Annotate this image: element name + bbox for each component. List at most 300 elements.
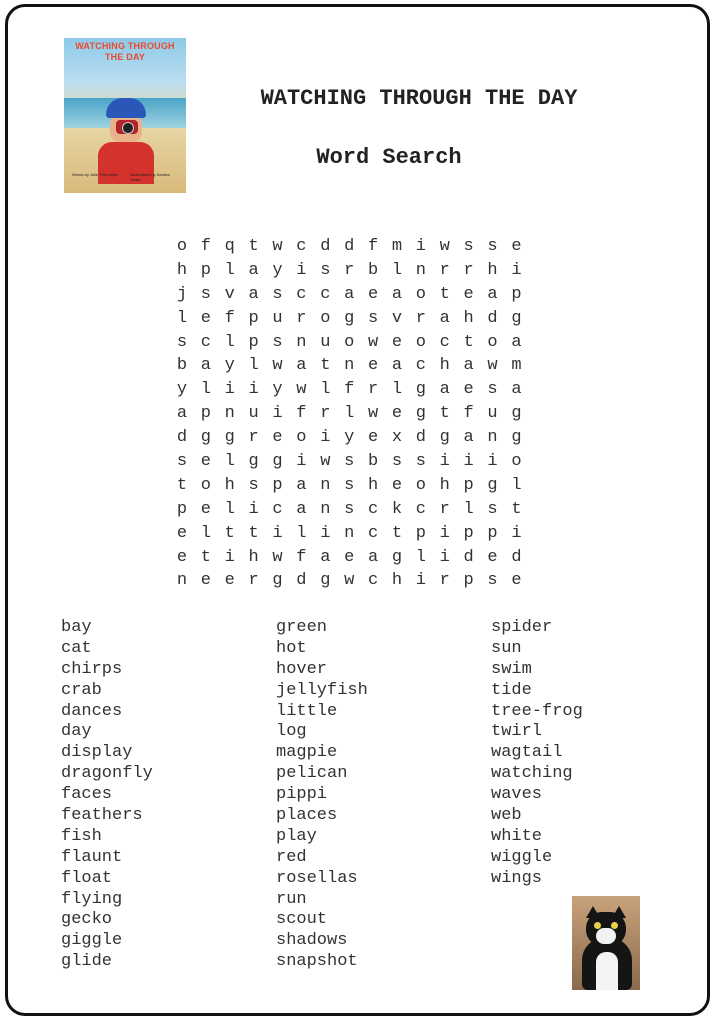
- word-list-item: dances: [61, 701, 123, 721]
- cover-credit-illustrator: Illustrations by Sandra Vieira: [130, 172, 170, 182]
- book-cover-title: [64, 41, 186, 63]
- grid-letter: o: [511, 452, 522, 472]
- grid-letter: d: [511, 547, 522, 567]
- word-list-item: faces: [61, 785, 113, 805]
- grid-letter: n: [344, 356, 355, 376]
- grid-letter: s: [367, 308, 379, 328]
- grid-letter: w: [320, 452, 331, 472]
- grid-letter: g: [320, 571, 331, 591]
- grid-letter: e: [200, 308, 211, 328]
- grid-letter: s: [487, 380, 498, 400]
- grid-letter: j: [176, 284, 188, 304]
- grid-letter: n: [487, 428, 498, 448]
- grid-letter: f: [367, 237, 379, 256]
- grid-row: [170, 307, 528, 331]
- grid-letter: e: [391, 332, 403, 352]
- word-search-grid: [170, 235, 528, 593]
- grid-letter: c: [439, 332, 450, 352]
- grid-letter: i: [224, 547, 235, 567]
- grid-letter: e: [367, 284, 379, 304]
- grid-letter: t: [463, 332, 474, 352]
- word-list-item: wings: [491, 868, 543, 888]
- grid-letter: l: [511, 475, 522, 495]
- grid-letter: a: [367, 547, 379, 567]
- grid-letter: g: [415, 380, 426, 400]
- grid-letter: e: [463, 284, 474, 304]
- grid-letter: l: [224, 499, 235, 519]
- grid-row: [170, 283, 528, 307]
- grid-letter: s: [463, 237, 474, 256]
- grid-letter: s: [248, 475, 259, 495]
- grid-letter: r: [439, 260, 450, 280]
- grid-letter: w: [296, 380, 307, 400]
- grid-letter: d: [344, 237, 355, 256]
- grid-row: [170, 522, 528, 546]
- word-list-item: places: [276, 806, 338, 826]
- word-list-item: hover: [276, 659, 328, 679]
- grid-letter: g: [391, 547, 403, 567]
- grid-letter: u: [272, 308, 283, 328]
- grid-letter: o: [415, 475, 426, 495]
- grid-letter: f: [463, 404, 474, 424]
- grid-letter: s: [391, 452, 403, 472]
- grid-letter: r: [439, 499, 450, 519]
- camera-lens-icon: [122, 122, 134, 134]
- grid-letter: a: [344, 284, 355, 304]
- word-list-item: play: [276, 826, 317, 846]
- grid-letter: h: [391, 571, 403, 591]
- grid-letter: r: [463, 260, 474, 280]
- grid-letter: e: [391, 404, 403, 424]
- word-list-item: twirl: [491, 722, 543, 742]
- grid-letter: c: [296, 237, 307, 256]
- grid-letter: l: [200, 380, 211, 400]
- grid-letter: s: [487, 499, 498, 519]
- word-list-item: wiggle: [491, 847, 553, 867]
- grid-letter: i: [272, 404, 283, 424]
- grid-letter: e: [176, 547, 188, 567]
- grid-letter: i: [415, 571, 426, 591]
- grid-letter: l: [248, 356, 259, 376]
- grid-letter: t: [224, 523, 235, 543]
- word-list-item: giggle: [61, 931, 123, 951]
- grid-letter: e: [176, 523, 188, 543]
- grid-letter: o: [200, 475, 211, 495]
- grid-letter: w: [367, 404, 379, 424]
- grid-letter: g: [511, 308, 522, 328]
- word-list-item: watching: [491, 764, 573, 784]
- cover-child-hat: [106, 98, 146, 118]
- word-list-item: cat: [61, 638, 92, 658]
- grid-letter: o: [176, 237, 188, 256]
- grid-letter: g: [487, 475, 498, 495]
- grid-letter: f: [200, 237, 211, 256]
- grid-letter: d: [176, 428, 188, 448]
- grid-letter: p: [511, 284, 522, 304]
- word-list-item: white: [491, 826, 543, 846]
- grid-letter: c: [320, 284, 331, 304]
- grid-letter: s: [487, 571, 498, 591]
- grid-letter: f: [296, 404, 307, 424]
- grid-letter: w: [439, 237, 450, 256]
- grid-letter: o: [487, 332, 498, 352]
- grid-letter: g: [415, 404, 426, 424]
- cat-eye-left: [594, 922, 601, 929]
- grid-letter: e: [200, 452, 211, 472]
- grid-letter: e: [200, 499, 211, 519]
- grid-letter: o: [296, 428, 307, 448]
- grid-letter: a: [200, 356, 211, 376]
- cat-chest: [596, 952, 618, 990]
- grid-letter: a: [487, 284, 498, 304]
- book-cover-credits: [64, 172, 186, 190]
- grid-letter: e: [487, 547, 498, 567]
- grid-letter: d: [487, 308, 498, 328]
- word-list-item: flaunt: [61, 847, 123, 867]
- word-list-item: pippi: [276, 785, 328, 805]
- word-list-item: shadows: [276, 931, 348, 951]
- grid-letter: a: [176, 404, 188, 424]
- grid-letter: i: [439, 523, 450, 543]
- grid-letter: n: [320, 499, 331, 519]
- grid-letter: p: [248, 308, 259, 328]
- grid-letter: a: [248, 284, 259, 304]
- grid-letter: i: [511, 260, 522, 280]
- grid-letter: t: [176, 475, 188, 495]
- grid-letter: i: [320, 428, 331, 448]
- word-list-item: dragonfly: [61, 764, 153, 784]
- grid-letter: v: [224, 284, 235, 304]
- grid-letter: c: [367, 523, 379, 543]
- grid-letter: e: [367, 356, 379, 376]
- word-list-item: wagtail: [491, 743, 563, 763]
- grid-row: [170, 354, 528, 378]
- grid-letter: a: [296, 499, 307, 519]
- grid-letter: i: [439, 547, 450, 567]
- grid-letter: t: [439, 284, 450, 304]
- grid-letter: l: [200, 523, 211, 543]
- grid-letter: l: [463, 499, 474, 519]
- grid-letter: i: [463, 452, 474, 472]
- grid-letter: r: [248, 428, 259, 448]
- grid-letter: t: [391, 523, 403, 543]
- grid-letter: p: [176, 499, 188, 519]
- grid-letter: a: [391, 284, 403, 304]
- grid-letter: w: [272, 237, 283, 256]
- grid-letter: h: [224, 475, 235, 495]
- grid-letter: p: [415, 523, 426, 543]
- grid-row: [170, 426, 528, 450]
- grid-letter: g: [272, 452, 283, 472]
- grid-letter: p: [200, 404, 211, 424]
- grid-letter: p: [272, 475, 283, 495]
- grid-letter: h: [439, 356, 450, 376]
- grid-letter: p: [463, 475, 474, 495]
- grid-letter: g: [439, 428, 450, 448]
- grid-letter: i: [415, 237, 426, 256]
- grid-letter: s: [272, 284, 283, 304]
- grid-letter: s: [415, 452, 426, 472]
- grid-letter: i: [224, 380, 235, 400]
- grid-letter: f: [344, 380, 355, 400]
- grid-letter: l: [320, 380, 331, 400]
- grid-letter: l: [415, 547, 426, 567]
- grid-letter: r: [415, 308, 426, 328]
- grid-letter: g: [248, 452, 259, 472]
- word-list-item: web: [491, 806, 522, 826]
- grid-letter: o: [320, 308, 331, 328]
- grid-letter: s: [487, 237, 498, 256]
- grid-letter: s: [176, 452, 188, 472]
- cat-muzzle: [596, 928, 616, 944]
- grid-letter: n: [344, 523, 355, 543]
- grid-letter: r: [296, 308, 307, 328]
- grid-letter: i: [320, 523, 331, 543]
- word-list-item: snapshot: [276, 952, 358, 972]
- grid-letter: u: [320, 332, 331, 352]
- grid-letter: c: [415, 356, 426, 376]
- grid-letter: y: [272, 380, 283, 400]
- word-list-column-3: [491, 618, 583, 890]
- grid-letter: a: [439, 308, 450, 328]
- grid-letter: g: [200, 428, 211, 448]
- grid-letter: s: [176, 332, 188, 352]
- word-list-item: crab: [61, 680, 102, 700]
- grid-letter: n: [296, 332, 307, 352]
- grid-letter: r: [248, 571, 259, 591]
- grid-letter: g: [224, 428, 235, 448]
- grid-letter: w: [367, 332, 379, 352]
- grid-letter: u: [248, 404, 259, 424]
- grid-letter: y: [224, 356, 235, 376]
- grid-letter: o: [415, 284, 426, 304]
- grid-letter: q: [224, 237, 235, 256]
- grid-letter: l: [344, 404, 355, 424]
- grid-letter: i: [248, 380, 259, 400]
- grid-letter: p: [248, 332, 259, 352]
- grid-letter: h: [248, 547, 259, 567]
- grid-row: [170, 569, 528, 593]
- word-list-item: sun: [491, 638, 522, 658]
- word-list-item: swim: [491, 659, 532, 679]
- word-list-item: tree-frog: [491, 701, 583, 721]
- grid-letter: l: [391, 380, 403, 400]
- grid-letter: t: [320, 356, 331, 376]
- grid-row: [170, 331, 528, 355]
- cat-eye-right: [611, 922, 618, 929]
- grid-letter: i: [296, 452, 307, 472]
- grid-letter: e: [511, 237, 522, 256]
- grid-letter: n: [224, 404, 235, 424]
- grid-row: [170, 546, 528, 570]
- grid-letter: e: [272, 428, 283, 448]
- word-list-column-1: [61, 618, 153, 973]
- grid-row: [170, 402, 528, 426]
- book-cover-title-line1: WATCHING THROUGH: [75, 41, 175, 51]
- grid-letter: b: [367, 260, 379, 280]
- grid-row: [170, 474, 528, 498]
- grid-letter: u: [487, 404, 498, 424]
- grid-letter: n: [320, 475, 331, 495]
- grid-letter: s: [320, 260, 331, 280]
- grid-letter: e: [224, 571, 235, 591]
- grid-letter: е: [391, 475, 403, 495]
- grid-letter: v: [391, 308, 403, 328]
- grid-letter: a: [439, 380, 450, 400]
- word-list-item: green: [276, 618, 328, 637]
- grid-letter: d: [463, 547, 474, 567]
- grid-row: [170, 450, 528, 474]
- grid-letter: b: [176, 356, 188, 376]
- grid-letter: m: [511, 356, 522, 376]
- word-list-item: waves: [491, 785, 543, 805]
- word-list-item: hot: [276, 638, 307, 658]
- grid-letter: g: [272, 571, 283, 591]
- word-list-item: scout: [276, 910, 328, 930]
- grid-letter: c: [200, 332, 211, 352]
- grid-letter: w: [272, 547, 283, 567]
- grid-letter: c: [367, 499, 379, 519]
- grid-letter: d: [415, 428, 426, 448]
- grid-letter: t: [248, 237, 259, 256]
- grid-letter: h: [439, 475, 450, 495]
- grid-letter: y: [176, 380, 188, 400]
- word-list-item: red: [276, 847, 307, 867]
- grid-letter: p: [463, 523, 474, 543]
- word-list-item: rosellas: [276, 868, 358, 888]
- grid-letter: t: [439, 404, 450, 424]
- grid-letter: a: [296, 475, 307, 495]
- word-list-item: spider: [491, 618, 553, 637]
- grid-letter: a: [463, 428, 474, 448]
- word-list-item: jellyfish: [276, 680, 368, 700]
- word-list-item: float: [61, 868, 113, 888]
- book-cover-image: [64, 38, 186, 193]
- grid-letter: t: [248, 523, 259, 543]
- grid-row: [170, 498, 528, 522]
- grid-letter: a: [511, 380, 522, 400]
- grid-letter: c: [272, 499, 283, 519]
- word-list-item: fish: [61, 826, 102, 846]
- grid-letter: l: [176, 308, 188, 328]
- grid-letter: a: [248, 260, 259, 280]
- grid-letter: s: [200, 284, 211, 304]
- word-list-item: display: [61, 743, 133, 763]
- grid-letter: y: [272, 260, 283, 280]
- grid-letter: s: [272, 332, 283, 352]
- grid-letter: a: [511, 332, 522, 352]
- grid-letter: a: [463, 356, 474, 376]
- grid-letter: m: [391, 237, 403, 256]
- grid-letter: n: [415, 260, 426, 280]
- grid-letter: d: [296, 571, 307, 591]
- grid-letter: i: [248, 499, 259, 519]
- grid-letter: t: [511, 499, 522, 519]
- grid-letter: n: [176, 571, 188, 591]
- cat-illustration: [572, 896, 640, 990]
- grid-letter: h: [367, 475, 379, 495]
- grid-letter: w: [487, 356, 498, 376]
- grid-letter: a: [296, 356, 307, 376]
- word-list-item: pelican: [276, 764, 348, 784]
- grid-letter: d: [320, 237, 331, 256]
- grid-letter: h: [176, 260, 188, 280]
- word-list-item: magpie: [276, 743, 338, 763]
- grid-letter: g: [511, 404, 522, 424]
- grid-letter: a: [391, 356, 403, 376]
- grid-letter: o: [415, 332, 426, 352]
- grid-letter: x: [391, 428, 403, 448]
- word-list-item: day: [61, 722, 92, 742]
- grid-letter: l: [296, 523, 307, 543]
- grid-letter: b: [367, 452, 379, 472]
- word-list-item: flying: [61, 889, 123, 909]
- word-list-item: feathers: [61, 806, 143, 826]
- grid-letter: e: [200, 571, 211, 591]
- page-title: WATCHING THROUGH THE DAY: [260, 86, 578, 111]
- grid-letter: l: [224, 260, 235, 280]
- grid-letter: e: [463, 380, 474, 400]
- grid-letter: c: [415, 499, 426, 519]
- grid-letter: s: [344, 475, 355, 495]
- grid-letter: g: [344, 308, 355, 328]
- grid-letter: e: [344, 547, 355, 567]
- word-list-item: log: [276, 722, 307, 742]
- grid-letter: h: [487, 260, 498, 280]
- grid-letter: a: [320, 547, 331, 567]
- word-list-item: little: [276, 701, 338, 721]
- grid-letter: s: [344, 452, 355, 472]
- grid-letter: k: [391, 499, 403, 519]
- grid-letter: p: [200, 260, 211, 280]
- grid-letter: y: [344, 428, 355, 448]
- grid-letter: w: [272, 356, 283, 376]
- grid-letter: f: [296, 547, 307, 567]
- grid-letter: c: [367, 571, 379, 591]
- grid-letter: l: [391, 260, 403, 280]
- word-list-item: glide: [61, 952, 113, 972]
- word-list-item: chirps: [61, 659, 123, 679]
- grid-letter: o: [344, 332, 355, 352]
- grid-letter: f: [224, 308, 235, 328]
- grid-letter: i: [487, 452, 498, 472]
- grid-letter: i: [296, 260, 307, 280]
- grid-letter: r: [439, 571, 450, 591]
- grid-letter: w: [344, 571, 355, 591]
- grid-letter: c: [296, 284, 307, 304]
- grid-letter: i: [272, 523, 283, 543]
- book-cover-title-line2: THE DAY: [104, 52, 146, 62]
- cover-credit-author: Words by Julie Thorndyke: [72, 172, 119, 177]
- word-list-item: run: [276, 889, 307, 909]
- grid-letter: r: [320, 404, 331, 424]
- grid-letter: h: [463, 308, 474, 328]
- grid-row: [170, 235, 528, 259]
- grid-letter: r: [344, 260, 355, 280]
- page-subtitle: Word Search: [316, 145, 462, 170]
- grid-letter: e: [367, 428, 379, 448]
- word-list-item: bay: [61, 618, 92, 637]
- grid-letter: g: [511, 428, 522, 448]
- word-list-item: tide: [491, 680, 532, 700]
- grid-letter: i: [511, 523, 522, 543]
- word-list-item: gecko: [61, 910, 113, 930]
- grid-letter: i: [439, 452, 450, 472]
- grid-letter: t: [200, 547, 211, 567]
- grid-row: [170, 259, 528, 283]
- grid-letter: s: [344, 499, 355, 519]
- word-list-column-2: [276, 618, 368, 973]
